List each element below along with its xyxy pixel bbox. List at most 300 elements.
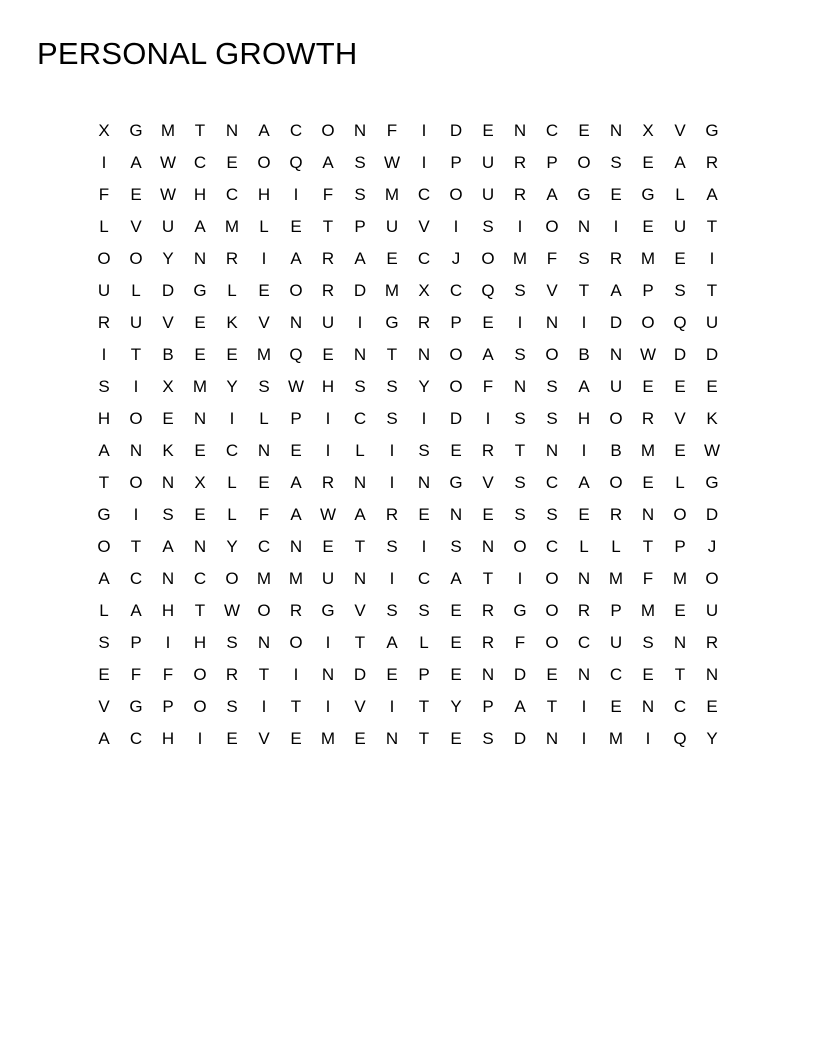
grid-letter: I [645,729,651,748]
grid-letter: F [642,569,654,588]
grid-letter: L [355,441,365,460]
grid-letter: E [290,729,302,748]
grid-letter: E [578,505,590,524]
grid-letter: T [482,569,494,588]
word-search-grid [88,115,728,755]
grid-letter: S [546,505,558,524]
grid-letter: R [321,249,335,268]
grid-letter: O [673,505,687,524]
grid-letter: L [675,473,685,492]
grid-letter: G [705,121,719,140]
grid-letter: R [225,249,239,268]
grid-letter: N [641,697,655,716]
grid-letter: U [97,281,111,300]
grid-letter: I [389,441,395,460]
grid-letter: E [290,217,302,236]
grid-letter: E [194,313,206,332]
grid-letter: S [514,409,526,428]
grid-letter: N [417,345,431,364]
grid-letter: O [545,217,559,236]
grid-letter: C [225,185,239,204]
grid-letter: S [514,505,526,524]
grid-letter: I [197,729,203,748]
grid-row [88,275,728,307]
grid-letter: N [257,441,271,460]
grid-letter: V [354,601,366,620]
grid-letter: C [545,537,559,556]
grid-letter: I [389,473,395,492]
grid-letter: A [290,473,302,492]
grid-letter: I [485,409,491,428]
grid-letter: E [386,665,398,684]
grid-letter: V [482,473,494,492]
grid-letter: S [514,345,526,364]
grid-letter: S [418,441,430,460]
grid-letter: R [577,601,591,620]
grid-letter: F [386,121,398,140]
grid-row [88,659,728,691]
grid-letter: C [193,153,207,172]
grid-row [88,403,728,435]
grid-letter: T [546,697,558,716]
grid-letter: M [256,345,272,364]
grid-letter: F [98,185,110,204]
grid-letter: A [578,473,590,492]
grid-letter: G [449,473,463,492]
grid-letter: N [449,505,463,524]
grid-letter: G [97,505,111,524]
grid-letter: H [193,185,207,204]
grid-letter: P [290,409,302,428]
grid-letter: N [545,729,559,748]
grid-letter: C [673,697,687,716]
grid-letter: T [130,537,142,556]
grid-letter: X [162,377,174,396]
grid-letter: E [610,185,622,204]
grid-letter: I [261,697,267,716]
grid-letter: T [706,217,718,236]
grid-letter: S [546,377,558,396]
grid-letter: B [610,441,622,460]
grid-letter: S [98,633,110,652]
grid-letter: G [321,601,335,620]
grid-letter: Y [706,729,718,748]
grid-letter: J [707,537,717,556]
grid-letter: A [674,153,686,172]
grid-letter: N [385,729,399,748]
grid-letter: N [481,665,495,684]
grid-row [88,371,728,403]
grid-letter: E [706,697,718,716]
grid-letter: T [418,729,430,748]
grid-letter: S [162,505,174,524]
grid-letter: O [545,345,559,364]
grid-letter: I [261,249,267,268]
grid-letter: E [642,377,654,396]
grid-letter: V [674,409,686,428]
grid-letter: A [610,281,622,300]
grid-letter: Q [481,281,495,300]
grid-letter: V [258,313,270,332]
grid-letter: A [98,441,110,460]
grid-letter: E [322,537,334,556]
grid-letter: U [705,601,719,620]
grid-letter: O [321,121,335,140]
grid-letter: O [545,601,559,620]
grid-letter: Y [226,537,238,556]
grid-letter: D [609,313,623,332]
grid-letter: N [225,121,239,140]
grid-letter: X [98,121,110,140]
grid-letter: F [130,665,142,684]
grid-letter: E [674,441,686,460]
grid-letter: A [162,537,174,556]
grid-letter: E [450,665,462,684]
grid-letter: T [258,665,270,684]
grid-letter: S [226,633,238,652]
grid-letter: P [450,313,462,332]
grid-letter: A [354,249,366,268]
grid-letter: E [450,633,462,652]
grid-letter: E [642,473,654,492]
grid-letter: D [353,665,367,684]
grid-letter: T [578,281,590,300]
grid-letter: L [579,537,589,556]
grid-letter: E [450,441,462,460]
grid-letter: S [514,473,526,492]
grid-letter: U [673,217,687,236]
grid-letter: I [517,313,523,332]
grid-row [88,531,728,563]
grid-letter: W [159,153,177,172]
grid-letter: S [642,633,654,652]
grid-letter: E [226,345,238,364]
grid-letter: N [129,441,143,460]
grid-letter: O [449,377,463,396]
grid-letter: I [325,441,331,460]
grid-letter: S [354,153,366,172]
grid-letter: R [609,249,623,268]
grid-letter: S [418,601,430,620]
grid-letter: E [226,729,238,748]
grid-letter: R [481,441,495,460]
grid-letter: H [577,409,591,428]
grid-letter: V [354,697,366,716]
grid-letter: M [384,185,400,204]
grid-letter: S [610,153,622,172]
grid-letter: M [608,569,624,588]
grid-letter: P [354,217,366,236]
grid-letter: M [640,249,656,268]
grid-letter: L [227,281,237,300]
grid-letter: S [354,377,366,396]
grid-letter: V [98,697,110,716]
grid-letter: S [258,377,270,396]
grid-letter: F [162,665,174,684]
grid-letter: S [674,281,686,300]
grid-letter: E [418,505,430,524]
grid-letter: Y [226,377,238,396]
grid-letter: O [257,601,271,620]
grid-letter: S [386,601,398,620]
grid-letter: O [97,249,111,268]
grid-letter: N [705,665,719,684]
grid-letter: V [674,121,686,140]
grid-letter: C [577,633,591,652]
grid-letter: S [226,697,238,716]
grid-row [88,179,728,211]
grid-letter: E [226,153,238,172]
grid-letter: A [482,345,494,364]
grid-letter: G [705,473,719,492]
grid-letter: S [386,377,398,396]
grid-letter: T [706,281,718,300]
grid-letter: M [224,217,240,236]
grid-letter: R [641,409,655,428]
grid-letter: O [609,473,623,492]
grid-row [88,339,728,371]
grid-letter: R [609,505,623,524]
grid-letter: I [101,153,107,172]
grid-row [88,147,728,179]
grid-row [88,243,728,275]
grid-letter: C [129,569,143,588]
grid-letter: N [577,217,591,236]
grid-letter: A [98,729,110,748]
grid-letter: J [451,249,461,268]
grid-letter: T [194,601,206,620]
grid-letter: O [545,569,559,588]
grid-letter: O [193,697,207,716]
grid-letter: O [705,569,719,588]
grid-letter: C [417,185,431,204]
grid-letter: O [449,185,463,204]
grid-letter: T [290,697,302,716]
grid-letter: A [450,569,462,588]
grid-letter: N [353,345,367,364]
grid-letter: E [98,665,110,684]
grid-letter: M [640,441,656,460]
grid-letter: M [512,249,528,268]
grid-letter: D [513,729,527,748]
grid-letter: N [641,505,655,524]
grid-letter: K [162,441,174,460]
grid-letter: E [482,121,494,140]
grid-letter: U [481,153,495,172]
grid-letter: L [99,601,109,620]
grid-letter: L [227,473,237,492]
grid-letter: O [545,633,559,652]
grid-letter: L [675,185,685,204]
grid-letter: O [481,249,495,268]
grid-letter: N [481,537,495,556]
grid-letter: T [642,537,654,556]
grid-letter: N [673,633,687,652]
grid-letter: R [417,313,431,332]
grid-letter: I [325,697,331,716]
grid-letter: T [322,217,334,236]
grid-letter: A [354,505,366,524]
grid-letter: W [383,153,401,172]
grid-letter: X [418,281,430,300]
grid-letter: D [161,281,175,300]
grid-letter: R [481,633,495,652]
grid-letter: S [546,409,558,428]
grid-row [88,211,728,243]
grid-letter: N [289,537,303,556]
grid-letter: K [706,409,718,428]
grid-letter: T [674,665,686,684]
grid-letter: M [192,377,208,396]
grid-letter: W [223,601,241,620]
grid-letter: A [546,185,558,204]
grid-letter: G [193,281,207,300]
grid-letter: E [386,249,398,268]
grid-letter: W [287,377,305,396]
grid-letter: S [450,537,462,556]
grid-letter: O [289,281,303,300]
grid-letter: R [321,473,335,492]
grid-letter: V [130,217,142,236]
grid-letter: I [421,153,427,172]
grid-letter: S [578,249,590,268]
grid-letter: C [129,729,143,748]
grid-letter: N [353,473,367,492]
grid-letter: Q [673,729,687,748]
grid-letter: G [129,697,143,716]
grid-letter: R [321,281,335,300]
grid-letter: Y [162,249,174,268]
grid-letter: A [130,153,142,172]
grid-letter: G [641,185,655,204]
grid-letter: A [98,569,110,588]
grid-row [88,595,728,627]
grid-letter: N [513,121,527,140]
grid-letter: N [193,537,207,556]
grid-letter: A [706,185,718,204]
grid-letter: O [257,153,271,172]
grid-letter: C [449,281,463,300]
grid-letter: C [417,249,431,268]
grid-letter: N [161,569,175,588]
grid-letter: E [258,281,270,300]
grid-letter: D [513,665,527,684]
grid-letter: W [159,185,177,204]
grid-letter: B [162,345,174,364]
grid-letter: N [609,345,623,364]
grid-letter: E [450,601,462,620]
grid-letter: D [449,409,463,428]
grid-letter: U [609,633,623,652]
grid-letter: C [545,473,559,492]
grid-letter: D [705,505,719,524]
grid-letter: E [258,473,270,492]
grid-letter: D [673,345,687,364]
grid-letter: C [545,121,559,140]
grid-letter: G [513,601,527,620]
grid-letter: M [384,281,400,300]
grid-letter: S [98,377,110,396]
grid-letter: Y [418,377,430,396]
grid-letter: F [258,505,270,524]
grid-letter: W [703,441,721,460]
grid-letter: U [385,217,399,236]
grid-letter: P [482,697,494,716]
grid-letter: S [386,409,398,428]
grid-letter: E [450,729,462,748]
grid-letter: A [130,601,142,620]
grid-letter: G [385,313,399,332]
grid-letter: I [293,185,299,204]
grid-letter: E [482,313,494,332]
grid-letter: I [421,121,427,140]
grid-letter: H [161,729,175,748]
grid-letter: M [608,729,624,748]
grid-row [88,435,728,467]
grid-letter: E [194,441,206,460]
grid-letter: P [162,697,174,716]
grid-letter: I [517,569,523,588]
grid-letter: H [321,377,335,396]
grid-letter: Q [673,313,687,332]
grid-letter: N [193,409,207,428]
grid-letter: O [289,633,303,652]
grid-letter: U [609,377,623,396]
grid-letter: H [193,633,207,652]
grid-letter: I [293,665,299,684]
grid-letter: R [289,601,303,620]
grid-row [88,723,728,755]
grid-letter: O [641,313,655,332]
grid-letter: A [578,377,590,396]
grid-letter: E [546,665,558,684]
grid-letter: N [545,313,559,332]
grid-letter: N [417,473,431,492]
grid-letter: E [642,665,654,684]
grid-letter: Q [289,153,303,172]
grid-letter: R [97,313,111,332]
grid-letter: T [418,697,430,716]
grid-letter: U [481,185,495,204]
grid-letter: E [322,345,334,364]
grid-letter: H [97,409,111,428]
grid-letter: O [193,665,207,684]
grid-letter: C [609,665,623,684]
grid-letter: D [705,345,719,364]
grid-letter: P [610,601,622,620]
grid-letter: I [581,729,587,748]
grid-letter: A [290,249,302,268]
grid-letter: E [290,441,302,460]
grid-letter: L [131,281,141,300]
grid-letter: O [513,537,527,556]
grid-letter: G [129,121,143,140]
grid-letter: N [161,473,175,492]
grid-letter: U [161,217,175,236]
grid-letter: P [418,665,430,684]
grid-letter: T [194,121,206,140]
grid-letter: Q [289,345,303,364]
grid-letter: V [258,729,270,748]
grid-letter: E [578,121,590,140]
grid-letter: E [674,601,686,620]
grid-letter: I [165,633,171,652]
grid-letter: N [609,121,623,140]
grid-letter: I [581,441,587,460]
grid-letter: E [354,729,366,748]
grid-letter: S [482,217,494,236]
grid-letter: O [449,345,463,364]
